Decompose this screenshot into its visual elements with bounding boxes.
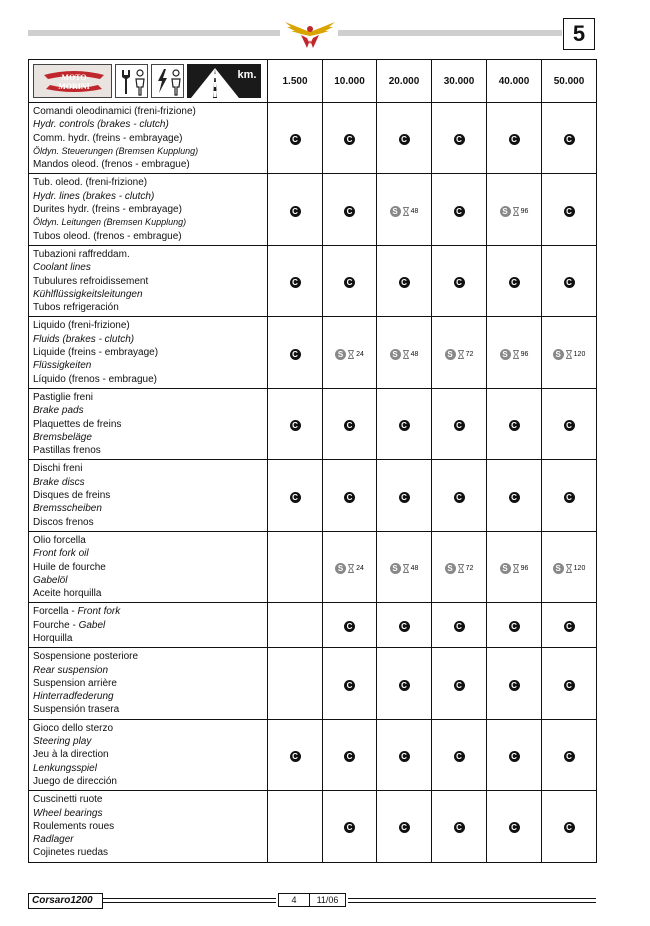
replace-icon: S — [445, 563, 456, 574]
label-line: Huile de fourche — [33, 561, 106, 573]
row-label — [29, 317, 268, 388]
table-row — [29, 719, 597, 790]
check-icon: C — [290, 420, 301, 431]
interval-cell — [323, 103, 377, 174]
label-line: Brake discs — [33, 476, 85, 488]
label-line: Suspensión trasera — [33, 704, 120, 716]
label-text-italic: Front fork — [77, 606, 121, 618]
col-10000: 10.000 — [323, 60, 377, 103]
replace-icon: S — [553, 563, 564, 574]
replace-interval — [500, 206, 529, 217]
check-icon: C — [509, 420, 520, 431]
table-row — [29, 460, 597, 531]
replace-interval — [445, 563, 474, 574]
replace-interval — [500, 563, 529, 574]
interval-cell — [268, 791, 323, 862]
interval-cell — [432, 719, 487, 790]
check-icon: C — [564, 277, 575, 288]
replace-interval — [500, 349, 529, 360]
hourglass-icon — [458, 564, 464, 573]
table-row — [29, 103, 597, 174]
interval-cell — [487, 245, 542, 316]
check-icon: C — [399, 420, 410, 431]
hourglass-icon — [513, 564, 519, 573]
maintenance-table — [28, 59, 597, 863]
label-line — [33, 619, 263, 632]
check-icon: C — [399, 822, 410, 833]
check-icon: C — [399, 621, 410, 632]
interval-cell — [323, 388, 377, 459]
label-line: Hydr. lines (brakes - clutch) — [33, 190, 155, 202]
check-icon: C — [290, 206, 301, 217]
replace-interval — [335, 563, 364, 574]
label-text: Fourche - — [33, 619, 79, 631]
replace-icon: S — [553, 349, 564, 360]
label-line: Gioco dello sterzo — [33, 722, 114, 734]
replace-icon: S — [500, 563, 511, 574]
interval-cell — [432, 791, 487, 862]
label-line: Rear suspension — [33, 664, 109, 676]
interval-cell — [377, 174, 432, 245]
road-km-icon — [187, 64, 261, 98]
moto-morini-logo-icon — [33, 64, 112, 98]
label-line: Aceite horquilla — [33, 588, 102, 600]
label-line: Pastiglie freni — [33, 391, 94, 403]
label-line: Sospensione posteriore — [33, 651, 139, 663]
check-icon: C — [509, 751, 520, 762]
interval-cell — [432, 531, 487, 602]
replace-interval — [390, 563, 419, 574]
interval-cell — [268, 317, 323, 388]
label-line: Olio forcella — [33, 534, 86, 546]
interval-cell — [268, 648, 323, 719]
footer-model: Corsaro1200 — [28, 893, 103, 909]
check-icon: C — [454, 621, 465, 632]
interval-months: 96 — [520, 350, 529, 358]
replace-interval — [390, 349, 419, 360]
replace-icon: S — [390, 206, 401, 217]
label-line: Kühlflüssigkeitsleitungen — [33, 288, 143, 300]
footer-rule — [103, 898, 276, 899]
interval-cell — [377, 648, 432, 719]
table-row — [29, 791, 597, 862]
hourglass-icon — [348, 350, 354, 359]
hourglass-icon — [513, 350, 519, 359]
interval-cell — [268, 460, 323, 531]
check-icon: C — [454, 822, 465, 833]
label-line: Tubulures refroidissement — [33, 275, 149, 287]
interval-cell — [487, 317, 542, 388]
interval-cell — [487, 719, 542, 790]
replace-icon: S — [335, 563, 346, 574]
interval-cell — [323, 603, 377, 648]
replace-interval — [553, 349, 586, 360]
interval-cell — [323, 531, 377, 602]
interval-cell — [377, 460, 432, 531]
check-icon: C — [344, 680, 355, 691]
interval-cell — [268, 603, 323, 648]
check-icon: C — [290, 134, 301, 145]
footer-rule — [348, 902, 596, 903]
label-line: Steering play — [33, 736, 92, 748]
label-line: Hydr. controls (brakes - clutch) — [33, 119, 169, 131]
interval-months: 72 — [465, 565, 474, 573]
replace-icon: S — [335, 349, 346, 360]
interval-cell — [323, 791, 377, 862]
label-line: Jeu à la direction — [33, 749, 109, 761]
col-50000: 50.000 — [542, 60, 597, 103]
interval-cell — [542, 719, 597, 790]
interval-months: 48 — [410, 565, 419, 573]
interval-cell — [432, 317, 487, 388]
interval-cell — [542, 245, 597, 316]
check-icon: C — [564, 680, 575, 691]
col-30000: 30.000 — [432, 60, 487, 103]
table-row — [29, 648, 597, 719]
interval-cell — [487, 174, 542, 245]
check-icon: C — [564, 492, 575, 503]
interval-cell — [377, 719, 432, 790]
label-line: Öldyn. Leitungen (Bremsen Kupplung) — [33, 217, 187, 228]
interval-cell — [542, 174, 597, 245]
row-label — [29, 531, 268, 602]
check-icon: C — [290, 492, 301, 503]
label-line: Tub. oleod. (freni-frizione) — [33, 177, 148, 189]
check-icon: C — [344, 751, 355, 762]
check-icon: C — [454, 751, 465, 762]
label-line: Bremsbeläge — [33, 431, 92, 443]
label-line: Brake pads — [33, 405, 84, 417]
row-label — [29, 791, 268, 862]
interval-cell — [323, 460, 377, 531]
interval-cell — [487, 460, 542, 531]
interval-cell — [487, 531, 542, 602]
hourglass-icon — [403, 350, 409, 359]
check-icon: C — [454, 492, 465, 503]
check-icon: C — [290, 277, 301, 288]
label-line: Mandos oleod. (frenos - embrague) — [33, 159, 190, 171]
hourglass-icon — [348, 564, 354, 573]
check-icon: C — [564, 751, 575, 762]
check-icon: C — [509, 680, 520, 691]
check-icon: C — [399, 492, 410, 503]
label-line: Liquido (freni-frizione) — [33, 320, 130, 332]
row-label — [29, 460, 268, 531]
interval-cell — [268, 531, 323, 602]
header-rule-right — [338, 30, 562, 36]
hourglass-icon — [403, 207, 409, 216]
interval-months: 48 — [410, 207, 419, 215]
interval-cell — [323, 719, 377, 790]
label-line: Öldyn. Steuerungen (Bremsen Kupplung) — [33, 145, 199, 156]
interval-cell — [487, 791, 542, 862]
row-label — [29, 603, 268, 648]
interval-cell — [487, 388, 542, 459]
row-label — [29, 388, 268, 459]
check-icon: C — [344, 492, 355, 503]
table-row — [29, 174, 597, 245]
check-icon: C — [509, 822, 520, 833]
check-icon: C — [509, 492, 520, 503]
km-label: km. — [237, 69, 257, 81]
check-icon: C — [344, 822, 355, 833]
replace-interval — [335, 349, 364, 360]
footer-page-number: 4 — [278, 893, 310, 907]
check-icon: C — [344, 277, 355, 288]
interval-cell — [323, 245, 377, 316]
check-icon: C — [344, 621, 355, 632]
interval-cell — [268, 719, 323, 790]
check-icon: C — [454, 134, 465, 145]
brand-line-1: MOTO — [61, 73, 87, 82]
footer-rule — [103, 902, 276, 903]
label-line: Disques de freins — [33, 490, 111, 502]
chapter-number: 5 — [563, 18, 595, 50]
label-line: Cuscinetti ruote — [33, 794, 103, 806]
label-line: Lenkungsspiel — [33, 762, 97, 774]
interval-cell — [323, 648, 377, 719]
interval-cell — [542, 648, 597, 719]
interval-cell — [542, 531, 597, 602]
label-line: Hinterradfederung — [33, 691, 114, 703]
replace-interval — [445, 349, 474, 360]
replace-interval — [390, 206, 419, 217]
interval-months: 120 — [573, 350, 586, 358]
row-label — [29, 719, 268, 790]
interval-cell — [487, 648, 542, 719]
check-icon: C — [564, 206, 575, 217]
interval-cell — [377, 531, 432, 602]
table-row — [29, 245, 597, 316]
table-header-row — [29, 60, 597, 103]
interval-cell — [268, 245, 323, 316]
label-line: Wheel bearings — [33, 807, 103, 819]
interval-cell — [487, 103, 542, 174]
header-rule-left — [28, 30, 280, 36]
check-icon: C — [564, 420, 575, 431]
check-icon: C — [509, 621, 520, 632]
interval-cell — [377, 245, 432, 316]
replace-icon: S — [390, 563, 401, 574]
interval-months: 24 — [356, 350, 364, 358]
interval-months: 96 — [520, 565, 529, 573]
check-icon: C — [399, 277, 410, 288]
label-line: Fluids (brakes - clutch) — [33, 333, 135, 345]
interval-cell — [377, 791, 432, 862]
table-row — [29, 531, 597, 602]
label-line: Tubos refrigeración — [33, 302, 119, 314]
label-line: Bremsscheiben — [33, 503, 102, 515]
interval-months: 72 — [465, 350, 474, 358]
interval-cell — [542, 388, 597, 459]
interval-cell — [432, 603, 487, 648]
row-label — [29, 245, 268, 316]
hourglass-icon — [566, 350, 572, 359]
label-line: Juego de dirección — [33, 775, 117, 787]
interval-cell — [487, 603, 542, 648]
hourglass-icon — [513, 207, 519, 216]
replace-icon: S — [500, 206, 511, 217]
label-line: Roulements roues — [33, 820, 115, 832]
interval-cell — [268, 103, 323, 174]
interval-cell — [268, 174, 323, 245]
replace-icon: S — [500, 349, 511, 360]
interval-cell — [542, 103, 597, 174]
label-line: Flüssigkeiten — [33, 360, 92, 372]
label-line: Coolant lines — [33, 262, 91, 274]
label-line: Tubazioni raffreddam. — [33, 248, 130, 260]
interval-cell — [542, 603, 597, 648]
label-line: Front fork oil — [33, 548, 89, 560]
label-line: Comm. hydr. (freins - embrayage) — [33, 132, 183, 144]
label-text-italic: Gabel — [78, 619, 106, 631]
interval-cell — [432, 648, 487, 719]
interval-cell — [377, 317, 432, 388]
table-row — [29, 603, 597, 648]
check-icon: C — [509, 134, 520, 145]
check-icon: C — [399, 680, 410, 691]
interval-cell — [323, 174, 377, 245]
label-line: Plaquettes de freins — [33, 418, 122, 430]
interval-cell — [377, 388, 432, 459]
hourglass-icon — [566, 564, 572, 573]
footer-rule — [348, 898, 596, 899]
check-icon: C — [454, 277, 465, 288]
electric-tools-icon — [151, 64, 184, 98]
interval-months: 120 — [573, 565, 586, 573]
interval-months: 48 — [410, 350, 419, 358]
interval-cell — [432, 103, 487, 174]
check-icon: C — [344, 206, 355, 217]
label-line: Discos frenos — [33, 516, 94, 528]
label-line — [33, 605, 263, 618]
check-icon: C — [564, 822, 575, 833]
check-icon: C — [290, 349, 301, 360]
interval-cell — [542, 791, 597, 862]
check-icon: C — [564, 134, 575, 145]
interval-cell — [432, 174, 487, 245]
brand-line-2: MORINI — [58, 82, 90, 91]
interval-cell — [432, 245, 487, 316]
label-line: Pastillas frenos — [33, 445, 101, 457]
label-line: Durites hydr. (freins - embrayage) — [33, 204, 182, 216]
label-line: Líquido (frenos - embrague) — [33, 373, 157, 385]
label-line: Dischi freni — [33, 463, 83, 475]
header-icons-cell — [29, 60, 268, 103]
interval-months: 96 — [520, 207, 529, 215]
replace-icon: S — [445, 349, 456, 360]
label-line: Radlager — [33, 834, 74, 846]
check-icon: C — [344, 134, 355, 145]
label-line: Liquide (freins - embrayage) — [33, 347, 159, 359]
interval-cell — [432, 460, 487, 531]
check-icon: C — [454, 420, 465, 431]
label-line: Tubos oleod. (frenos - embrague) — [33, 230, 182, 242]
interval-cell — [542, 460, 597, 531]
label-line: Cojinetes ruedas — [33, 847, 109, 859]
mechanic-tools-icon — [115, 64, 148, 98]
check-icon: C — [454, 206, 465, 217]
check-icon: C — [344, 420, 355, 431]
interval-cell — [323, 317, 377, 388]
replace-interval — [553, 563, 586, 574]
check-icon: C — [509, 277, 520, 288]
interval-months: 24 — [356, 565, 364, 573]
table-row — [29, 317, 597, 388]
interval-cell — [268, 388, 323, 459]
label-text: Forcella - — [33, 606, 78, 618]
col-20000: 20.000 — [377, 60, 432, 103]
table-row — [29, 388, 597, 459]
label-line: Suspension arrière — [33, 677, 117, 689]
interval-cell — [432, 388, 487, 459]
col-1500: 1.500 — [268, 60, 323, 103]
row-label — [29, 174, 268, 245]
check-icon: C — [564, 621, 575, 632]
label-line: Comandi oleodinamici (freni-frizione) — [33, 106, 196, 117]
hourglass-icon — [458, 350, 464, 359]
moto-morini-wings-logo — [283, 18, 337, 50]
hourglass-icon — [403, 564, 409, 573]
check-icon: C — [290, 751, 301, 762]
replace-icon: S — [390, 349, 401, 360]
label-line: Gabelöl — [33, 574, 68, 586]
row-label — [29, 648, 268, 719]
col-40000: 40.000 — [487, 60, 542, 103]
check-icon: C — [399, 134, 410, 145]
check-icon: C — [454, 680, 465, 691]
interval-cell — [377, 103, 432, 174]
interval-cell — [542, 317, 597, 388]
row-label — [29, 103, 268, 174]
check-icon: C — [399, 751, 410, 762]
interval-cell — [377, 603, 432, 648]
footer-date: 11/06 — [310, 893, 346, 907]
label-line: Horquilla — [33, 632, 73, 644]
